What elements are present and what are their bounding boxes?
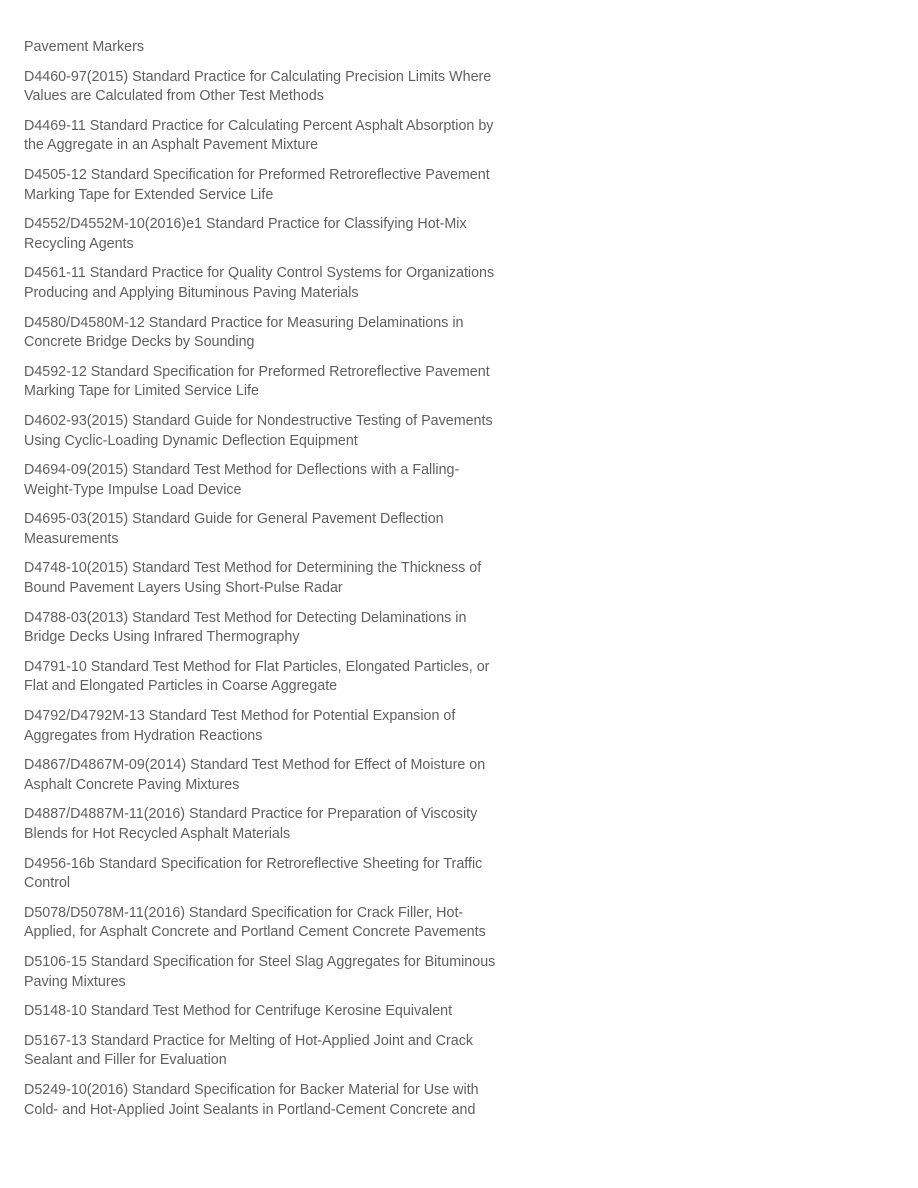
list-item: D5078/D5078M-11(2016) Standard Specification for Crack Filler, Hot-Applied, for Asphalt Concrete and Portland Cement Concrete Pavements (24, 904, 486, 941)
list-item: D4788-03(2013) Standard Test Method for Detecting Delaminations in Bridge Decks Using Infrared Thermography (24, 609, 467, 646)
list-item: D4748-10(2015) Standard Test Method for Determining the Thickness of Bound Pavement Layers Using Short-Pulse Radar (24, 560, 482, 597)
list-item: D4695-03(2015) Standard Guide for General Pavement Deflection Measurements (24, 511, 444, 547)
list-item: D4792/D4792M-13 Standard Test Method for Potential Expansion of Aggregates from Hydration Reactions (24, 708, 456, 744)
list-item: D4867/D4867M-09(2014) Standard Test Method for Effect of Moisture on Asphalt Concrete Paving Mixtures (24, 757, 486, 793)
list-item: D4561-11 Standard Practice for Quality Control Systems for Organizations Producing and Applying Bituminous Paving Materials (24, 265, 495, 301)
list-item: D4552/D4552M-10(2016)e1 Standard Practice for Classifying Hot-Mix Recycling Agents (24, 216, 467, 252)
list-item: D4791-10 Standard Test Method for Flat Particles, Elongated Particles, or Flat and Elongated Particles in Coarse Aggregate (24, 658, 490, 695)
list-item: D4956-16b Standard Specification for Retroreflective Sheeting for Traffic Control (24, 855, 483, 892)
list-item: D4469-11 Standard Practice for Calculating Percent Asphalt Absorption by the Aggregate in an Asphalt Pavement Mixture (24, 117, 494, 154)
document-page (24, 38, 502, 1130)
list-item: D5148-10 Standard Test Method for Centrifuge Kerosine Equivalent (24, 1003, 453, 1020)
list-item: D5106-15 Standard Specification for Steel Slag Aggregates for Bituminous Paving Mixtures (24, 953, 496, 990)
standards-list (24, 68, 502, 1121)
section-heading: Pavement Markers (24, 39, 144, 55)
list-item: D4887/D4887M-11(2016) Standard Practice for Preparation of Viscosity Blends for Hot Recycled Asphalt Materials (24, 806, 478, 842)
list-item: D4460-97(2015) Standard Practice for Calculating Precision Limits Where Values are Calculated from Other Test Methods (24, 68, 492, 105)
list-item: D4602-93(2015) Standard Guide for Nondestructive Testing of Pavements Using Cyclic-Loading Dynamic Deflection Equipment (24, 412, 493, 449)
list-item: D4580/D4580M-12 Standard Practice for Measuring Delaminations in Concrete Bridge Decks by Sounding (24, 314, 464, 351)
list-item: D4505-12 Standard Specification for Preformed Retroreflective Pavement Marking Tape for Extended Service Life (24, 166, 490, 203)
list-item: D5249-10(2016) Standard Specification for Backer Material for Use with Cold- and Hot-Applied Joint Sealants in Portland-Cement Concrete and (24, 1081, 479, 1118)
list-item: D5167-13 Standard Practice for Melting of Hot-Applied Joint and Crack Sealant and Filler for Evaluation (24, 1032, 473, 1069)
list-item: D4592-12 Standard Specification for Preformed Retroreflective Pavement Marking Tape for Limited Service Life (24, 363, 490, 400)
list-item: D4694-09(2015) Standard Test Method for Deflections with a Falling-Weight-Type Impulse Load Device (24, 462, 460, 498)
